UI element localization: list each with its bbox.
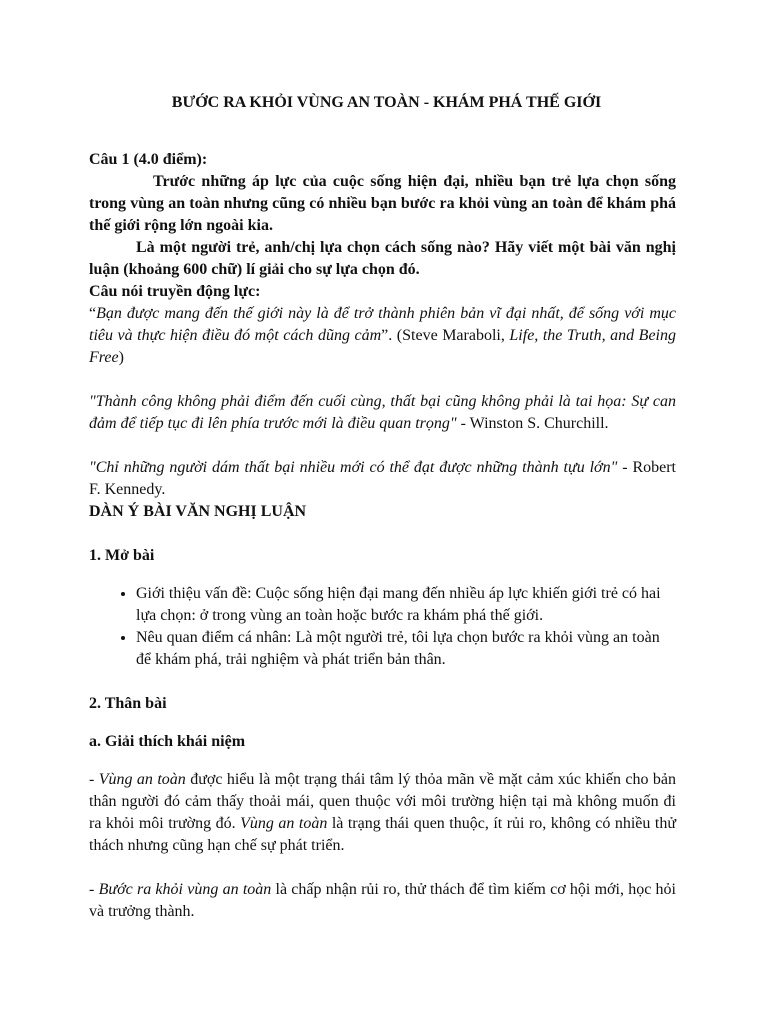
- definition-1-text-2: là trạng thái quen thuộc, ít rủi ro, không có nhiều thử thách nhưng cũng hạn chế sự phát triển.: [89, 815, 677, 854]
- intro-bullet-1: • Giới thiệu vấn đề: Cuộc sống hiện đại mang đến nhiều áp lực khiến giới trẻ có hai lựa chọn: ở trong vùng an toàn hoặc bước ra khám phá thế giới.: [136, 583, 676, 627]
- definition-2-dash: -: [89, 881, 99, 898]
- definition-2-text: là chấp nhận rủi ro, thử thách để tìm kiếm cơ hội mới, học hỏi và trưởng thành.: [89, 881, 676, 920]
- definition-stepping-out: [89, 879, 676, 923]
- quote-1: [89, 303, 676, 369]
- question-paragraph-2: Là một người trẻ, anh/chị lựa chọn cách sống nào? Hãy viết một bài văn nghị luận (khoảng 600 chữ) lí giải cho sự lựa chọn đó.: [89, 239, 676, 278]
- definition-1-dash: -: [89, 771, 99, 788]
- quote-2: [89, 391, 676, 435]
- quote-1-end: ): [118, 349, 124, 366]
- body-heading: 2. Thân bài: [89, 695, 167, 712]
- outline-heading: DÀN Ý BÀI VĂN NGHỊ LUẬN: [89, 503, 307, 520]
- quote-3-text: "Chỉ những người dám thất bại nhiều mới có thể đạt được những thành tựu lớn": [89, 459, 618, 476]
- quote-2-text: "Thành công không phải điểm đến cuối cùng, thất bại cũng không phải là tai họa: Sự can đảm để tiếp tục đi lên phía trước mới là điều quan trọng": [89, 393, 676, 432]
- quotes-heading: Câu nói truyền động lực:: [89, 283, 261, 300]
- quote-1-open: “: [89, 305, 97, 322]
- quote-2-author: - Winston S. Churchill.: [456, 415, 609, 432]
- definition-2-term: Bước ra khỏi vùng an toàn: [98, 881, 272, 898]
- document-content: [89, 92, 676, 923]
- intro-heading: 1. Mở bài: [89, 547, 155, 564]
- body-subheading-a: a. Giải thích khái niệm: [89, 733, 246, 750]
- definition-1-text: được hiểu là một trạng thái tâm lý thỏa mãn về mặt cảm xúc khiến cho bản thân người đó cảm thấy thoải mái, quen thuộc với môi trường hiện tại mà không muốn đi ra khỏi môi trường đó.: [89, 771, 677, 832]
- quote-1-attribution: ”. (Steve Maraboli,: [381, 327, 510, 344]
- intro-bullet-list: [89, 583, 676, 671]
- quote-1-text: Bạn được mang đến thế giới này là để trở thành phiên bản vĩ đại nhất, để sống với mục tiêu và thực hiện điều đó một cách dũng cảm: [89, 305, 676, 344]
- question-paragraph-1: Trước những áp lực của cuộc sống hiện đại, nhiều bạn trẻ lựa chọn sống trong vùng an toàn nhưng cũng có nhiều bạn bước ra khỏi vùng an toàn để khám phá thế giới rộng lớn ngoài kia.: [89, 173, 676, 234]
- question-label: Câu 1 (4.0 điểm):: [89, 151, 208, 168]
- definition-1-term-2: Vùng an toàn: [240, 815, 328, 832]
- document-title: BƯỚC RA KHỎI VÙNG AN TOÀN - KHÁM PHÁ THẾ GIỚI: [171, 94, 602, 111]
- quote-3-author: - Robert F. Kennedy.: [89, 459, 676, 498]
- intro-bullet-2: • Nêu quan điểm cá nhân: Là một người trẻ, tôi lựa chọn bước ra khỏi vùng an toàn để khám phá, trải nghiệm và phát triển bản thân.: [136, 627, 676, 671]
- quote-3: [89, 457, 676, 501]
- quote-1-book: Life, the Truth, and Being Free: [89, 327, 676, 366]
- definition-1-term: Vùng an toàn: [98, 771, 186, 788]
- definition-comfort-zone: [89, 769, 676, 857]
